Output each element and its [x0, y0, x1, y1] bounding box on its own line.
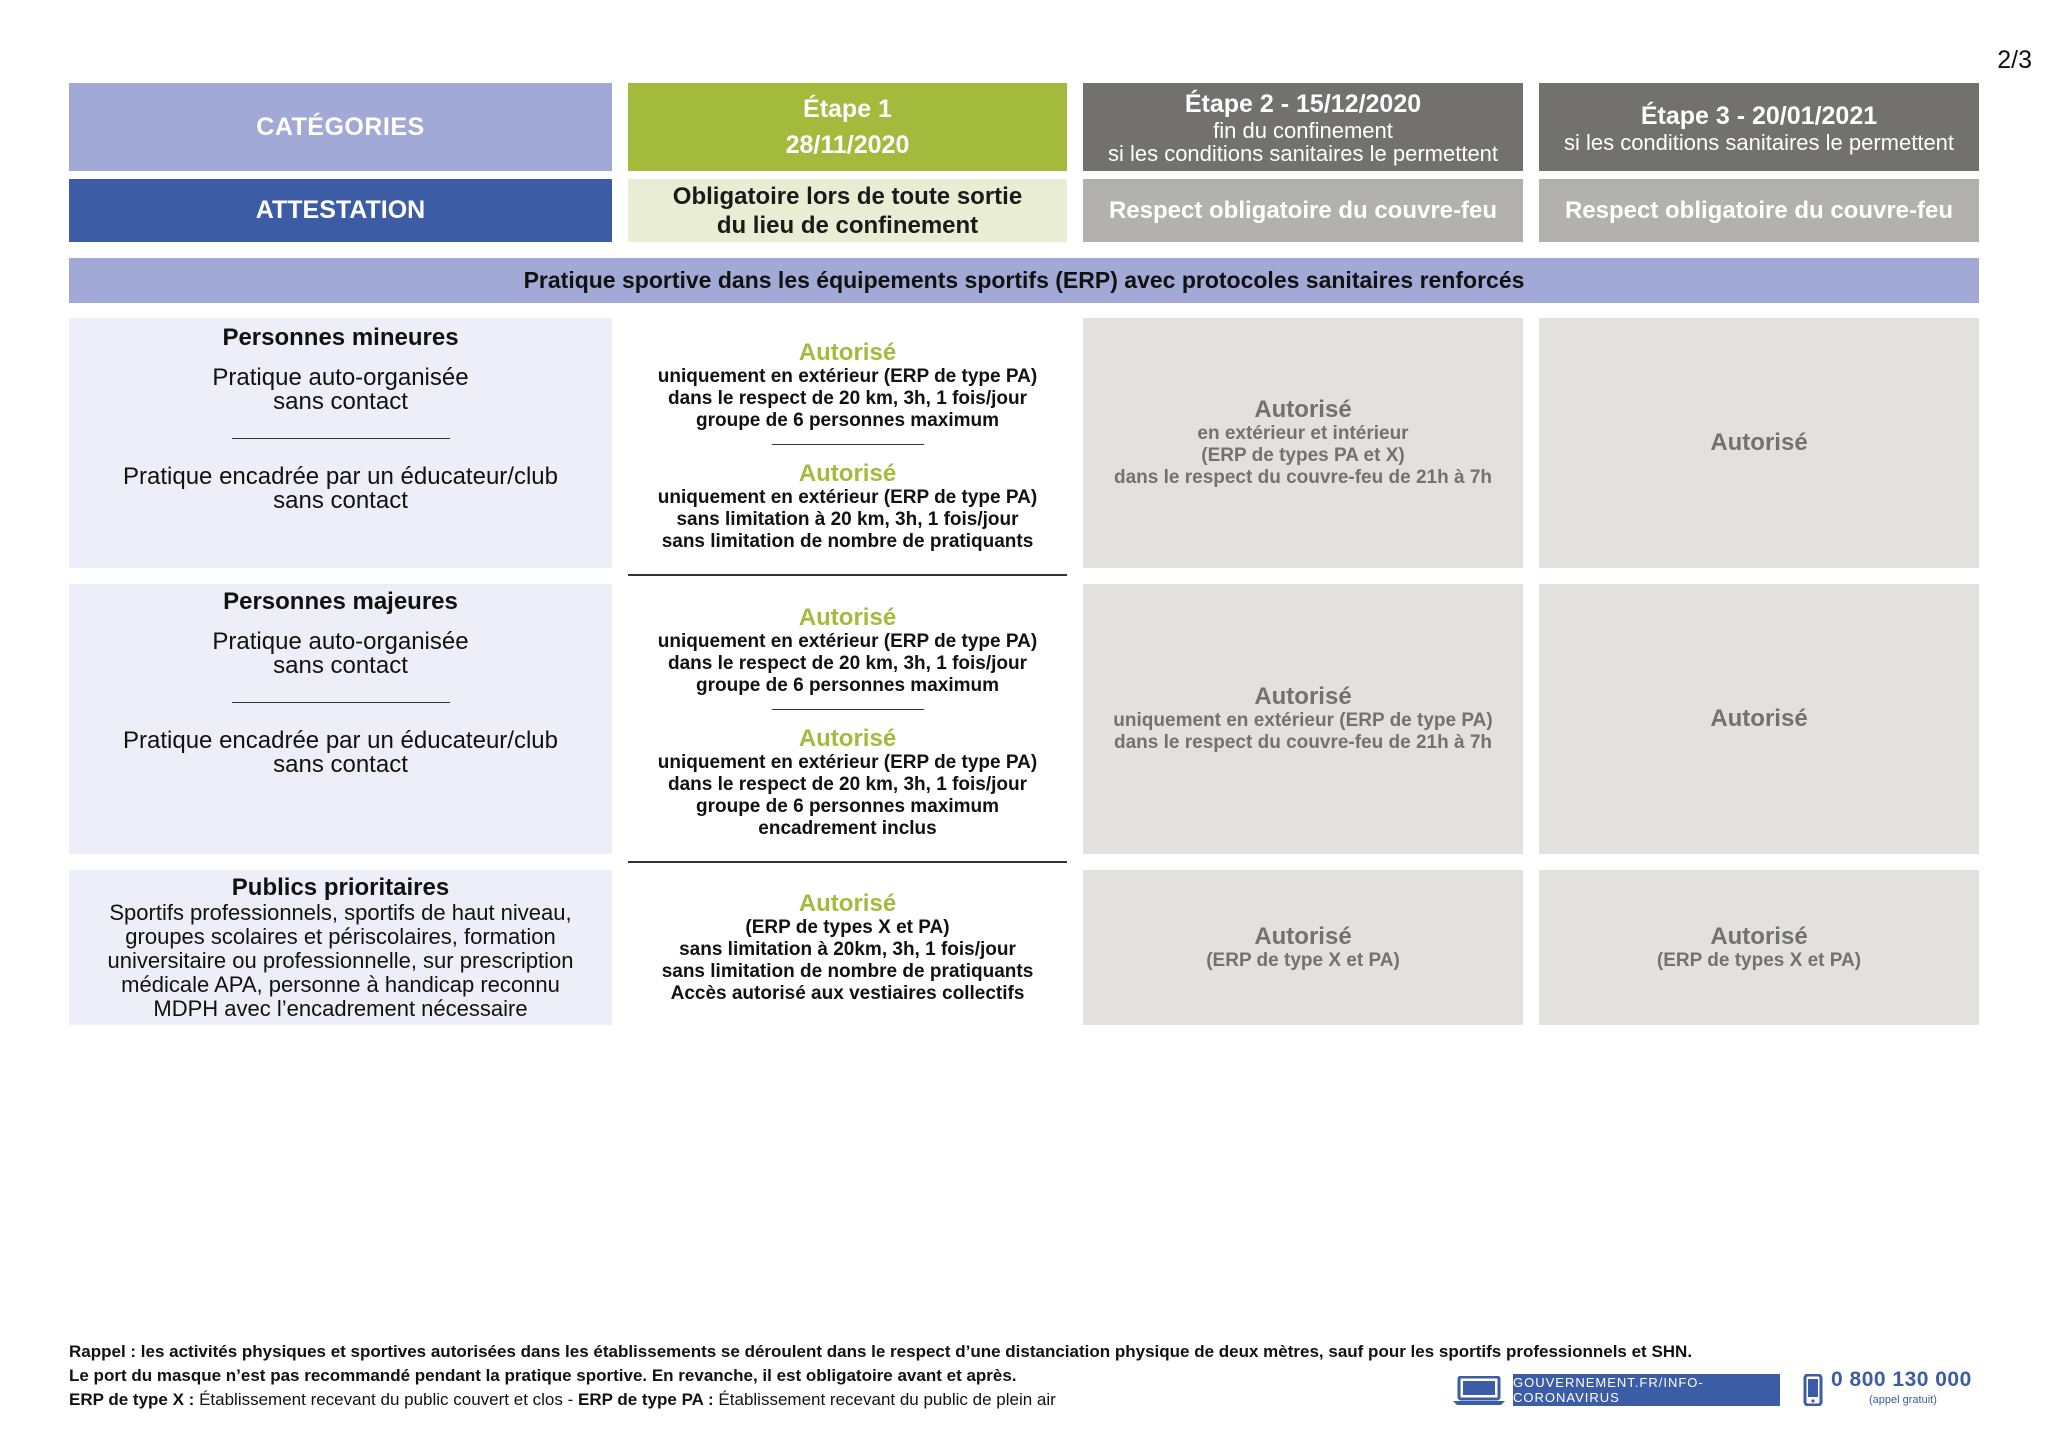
- publics-e3-status: Autorisé: [1710, 922, 1808, 950]
- majeurs-e1a-l2: dans le respect de 20 km, 3h, 1 fois/jour: [667, 653, 1028, 674]
- footer-erppa-text: Établissement recevant du public de plein air: [713, 1390, 1056, 1409]
- phone-free-note: (appel gratuit): [1869, 1394, 1937, 1406]
- section-banner: [69, 258, 1979, 303]
- header-categories: [69, 83, 612, 171]
- publics-e1-l2: sans limitation à 20km, 3h, 1 fois/jour: [679, 938, 1016, 960]
- footer-erp: [69, 1388, 1692, 1412]
- header-etape2: [1083, 83, 1523, 171]
- footer-rappel-label: Rappel :: [69, 1342, 137, 1361]
- mineurs-e3-status: Autorisé: [1710, 429, 1808, 456]
- etape3-title: Étape 3 - 20/01/2021: [1640, 101, 1878, 130]
- etape1-date: 28/11/2020: [785, 131, 910, 159]
- header-etape3: [1539, 83, 1979, 171]
- footer-erppa-label: ERP de type PA :: [577, 1390, 714, 1409]
- majeurs-etape1: [628, 584, 1067, 863]
- etape1-title: Étape 1: [803, 95, 892, 123]
- info-coronavirus-link[interactable]: GOUVERNEMENT.FR/INFO-CORONAVIRUS: [1513, 1374, 1780, 1406]
- mineurs-encadree-line2: sans contact: [273, 487, 408, 514]
- footer-rappel: [69, 1340, 1692, 1364]
- majeurs-title: Personnes majeures: [223, 588, 458, 615]
- publics-l5: MDPH avec l’encadrement nécessaire: [153, 995, 528, 1021]
- phone-icon: [1803, 1374, 1823, 1411]
- publics-e2-status: Autorisé: [1254, 922, 1352, 950]
- publics-e3-l1: (ERP de types X et PA): [1656, 949, 1862, 971]
- attestation-etape3-text: Respect obligatoire du couvre-feu: [1564, 196, 1954, 224]
- majeurs-auto-line1: Pratique auto-organisée: [212, 628, 469, 655]
- majeurs-encadree-line1: Pratique encadrée par un éducateur/club: [123, 727, 558, 754]
- majeurs-e1a-l3: groupe de 6 personnes maximum: [695, 675, 1000, 696]
- publics-e2-l1: (ERP de type X et PA): [1206, 949, 1400, 971]
- publics-l2: groupes scolaires et périscolaires, formation: [125, 923, 556, 949]
- footer-masque-text: Le port du masque n’est pas recommandé pendant la pratique sportive. En revanche, il est obligatoire avant et après.: [69, 1366, 1017, 1385]
- publics-e1-l4: Accès autorisé aux vestiaires collectifs: [670, 982, 1025, 1004]
- mineurs-e1b-l3: sans limitation de nombre de pratiquants: [661, 530, 1034, 552]
- publics-l3: universitaire ou professionnelle, sur prescription: [107, 947, 574, 973]
- footer-notes: [69, 1340, 1692, 1412]
- majeurs-e1b-l4: encadrement inclus: [758, 818, 937, 839]
- footer-rappel-text: les activités physiques et sportives autorisées dans les établissements se déroulent dans le respect d’une distanciation physique de deux mètres, sauf pour les sportifs professionnels et SHN.: [136, 1342, 1693, 1361]
- publics-etape2: [1083, 870, 1523, 1025]
- etape2-line2: si les conditions sanitaires le permettent: [1107, 141, 1499, 166]
- laptop-icon: [1451, 1376, 1507, 1411]
- attestation-etape2-text: Respect obligatoire du couvre-feu: [1108, 196, 1498, 224]
- majeurs-auto-line2: sans contact: [273, 652, 408, 679]
- section-banner-text: Pratique sportive dans les équipements sportifs (ERP) avec protocoles sanitaires renforcés: [523, 267, 1525, 293]
- category-publics: [69, 870, 612, 1025]
- mineurs-etape3: [1539, 318, 1979, 568]
- mineurs-e1a-l2: dans le respect de 20 km, 3h, 1 fois/jour: [667, 387, 1028, 409]
- footer-erpx-label: ERP de type X :: [69, 1390, 195, 1409]
- mineurs-e2-l3: dans le respect du couvre-feu de 21h à 7h: [1113, 467, 1492, 488]
- majeurs-e1b-l1: uniquement en extérieur (ERP de type PA): [657, 752, 1038, 773]
- etape3-line1: si les conditions sanitaires le permettent: [1563, 129, 1955, 155]
- majeurs-encadree-line2: sans contact: [273, 751, 408, 778]
- mineurs-e1-divider: [772, 444, 924, 445]
- publics-l1: Sportifs professionnels, sportifs de haut niveau,: [109, 899, 572, 925]
- attestation-etape3: [1539, 179, 1979, 242]
- etape2-title: Étape 2 - 15/12/2020: [1184, 90, 1422, 118]
- mineurs-e1a-status: Autorisé: [798, 338, 897, 366]
- footer-erpx-text: Établissement recevant du public couvert et clos -: [194, 1390, 578, 1409]
- category-mineurs: [69, 318, 612, 568]
- majeurs-e1b-status: Autorisé: [798, 725, 897, 752]
- attestation-etape1-line2: du lieu de confinement: [716, 211, 979, 239]
- majeurs-divider: [232, 702, 450, 703]
- mineurs-e1a-l3: groupe de 6 personnes maximum: [695, 409, 1000, 431]
- category-majeurs: [69, 584, 612, 854]
- mineurs-e2-l2: (ERP de types PA et X): [1201, 445, 1405, 466]
- majeurs-e1a-status: Autorisé: [798, 604, 897, 631]
- mineurs-etape1: [628, 318, 1067, 576]
- attestation-etape2: [1083, 179, 1523, 242]
- mineurs-etape2: [1083, 318, 1523, 568]
- majeurs-e3-status: Autorisé: [1710, 705, 1808, 732]
- publics-l4: médicale APA, personne à handicap reconnu: [121, 971, 560, 997]
- publics-etape1: [628, 870, 1067, 1025]
- mineurs-auto-line1: Pratique auto-organisée: [212, 364, 469, 391]
- attestation-etape1-line1: Obligatoire lors de toute sortie: [672, 182, 1023, 210]
- attestation-label: [69, 179, 612, 242]
- mineurs-e1b-l1: uniquement en extérieur (ERP de type PA): [657, 486, 1038, 508]
- majeurs-e2-status: Autorisé: [1254, 683, 1352, 710]
- publics-e1-l1: (ERP de types X et PA): [745, 916, 950, 938]
- etape2-line1: fin du confinement: [1213, 118, 1393, 143]
- mineurs-e1a-l1: uniquement en extérieur (ERP de type PA): [657, 365, 1038, 387]
- mineurs-encadree-line1: Pratique encadrée par un éducateur/club: [123, 463, 558, 490]
- majeurs-e2-l2: dans le respect du couvre-feu de 21h à 7h: [1113, 732, 1492, 753]
- majeurs-etape2: [1083, 584, 1523, 854]
- majeurs-etape3: [1539, 584, 1979, 854]
- publics-e1-status: Autorisé: [798, 889, 897, 917]
- header-categories-label: CATÉGORIES: [256, 112, 425, 141]
- mineurs-auto-line2: sans contact: [273, 388, 408, 415]
- majeurs-e1b-l2: dans le respect de 20 km, 3h, 1 fois/jour: [667, 774, 1028, 795]
- majeurs-e2-l1: uniquement en extérieur (ERP de type PA): [1113, 710, 1493, 731]
- attestation-label-text: ATTESTATION: [255, 196, 426, 224]
- majeurs-e1b-l3: groupe de 6 personnes maximum: [695, 796, 1000, 817]
- majeurs-e1-divider: [772, 709, 924, 710]
- attestation-etape1: [628, 179, 1067, 242]
- mineurs-e2-status: Autorisé: [1254, 396, 1352, 423]
- phone-number[interactable]: 0 800 130 000: [1831, 1368, 1972, 1391]
- page-number: 2/3: [1997, 46, 2032, 74]
- gov-info: [1451, 1368, 1981, 1408]
- publics-etape3: [1539, 870, 1979, 1025]
- majeurs-e1a-l1: uniquement en extérieur (ERP de type PA): [657, 631, 1038, 652]
- footer-masque: [69, 1364, 1692, 1388]
- mineurs-e1b-l2: sans limitation à 20 km, 3h, 1 fois/jour: [676, 508, 1019, 530]
- mineurs-title: Personnes mineures: [222, 324, 459, 351]
- mineurs-e1b-status: Autorisé: [798, 459, 897, 487]
- publics-title: Publics prioritaires: [231, 873, 450, 901]
- mineurs-divider: [232, 438, 450, 439]
- header-etape1: [628, 83, 1067, 171]
- publics-e1-l3: sans limitation de nombre de pratiquants: [661, 960, 1034, 982]
- mineurs-e2-l1: en extérieur et intérieur: [1197, 423, 1409, 444]
